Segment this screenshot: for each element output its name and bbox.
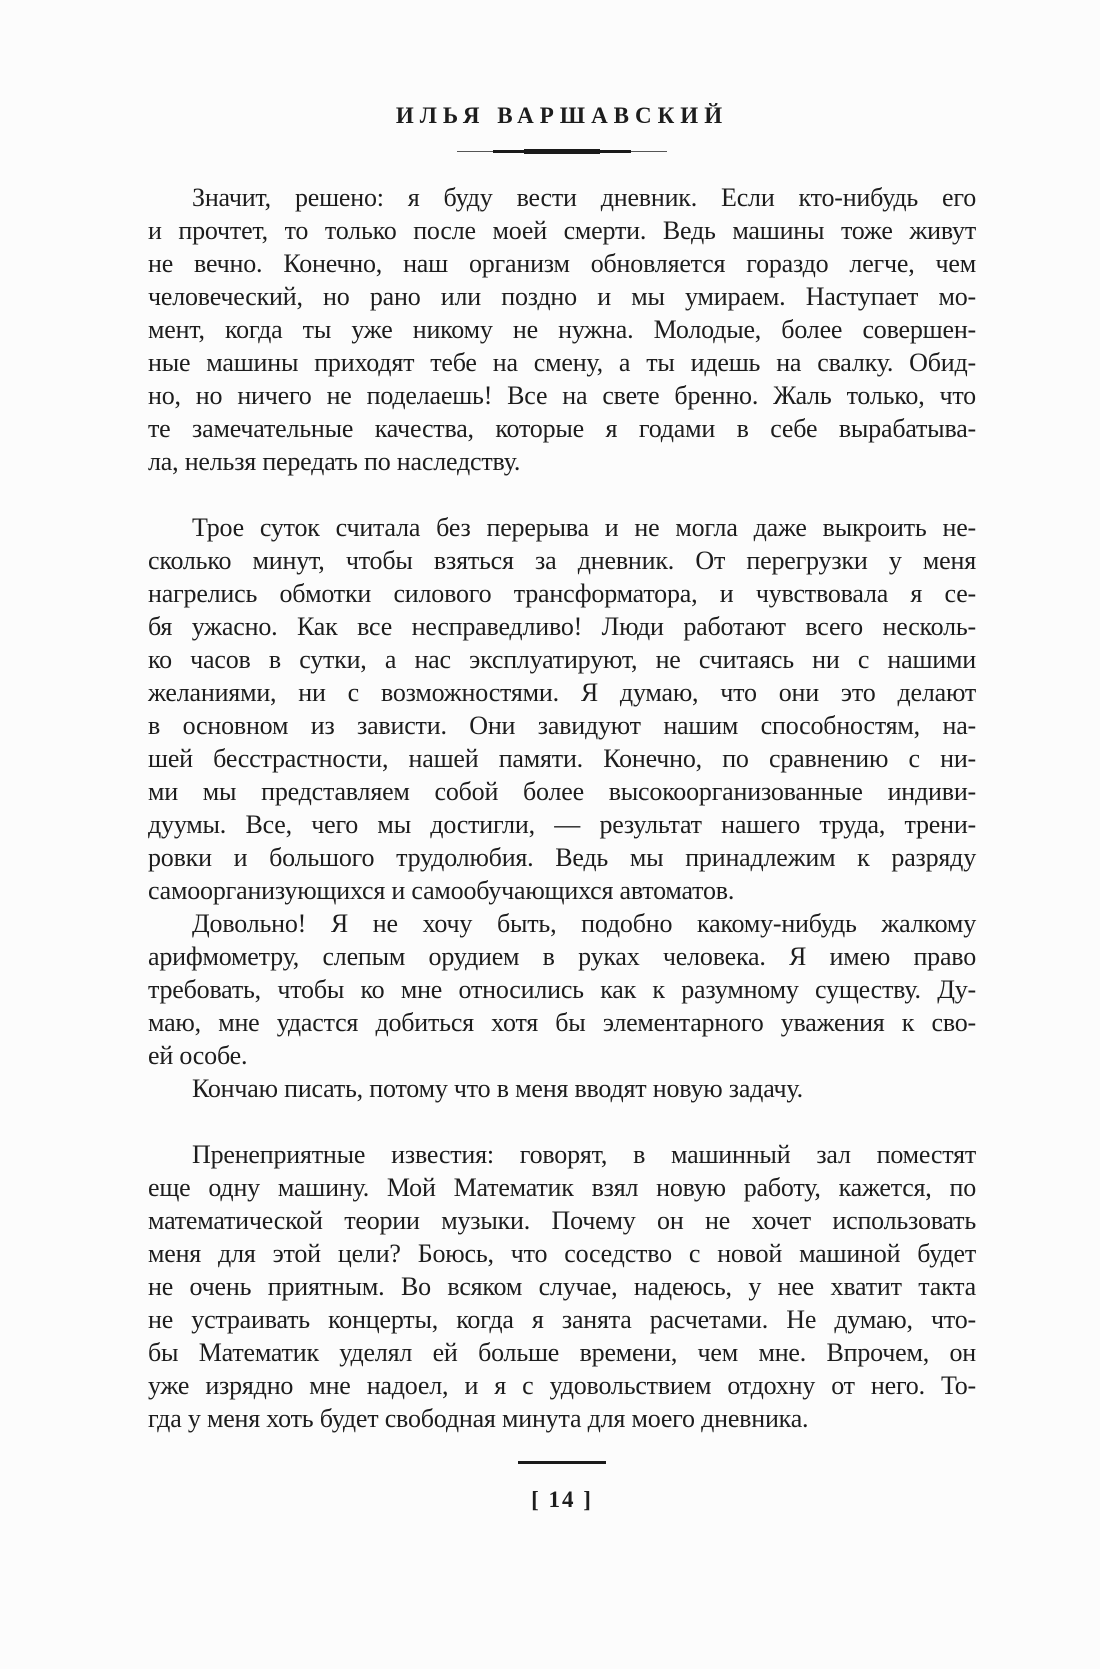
header-divider <box>148 147 976 156</box>
text-line: человеческий, но рано или поздно и мы умираем. Наступает мо- <box>148 282 976 311</box>
text-line: не устраивать концерты, когда я занята расчетами. Не думаю, что- <box>148 1305 976 1334</box>
text-line: ла, нельзя передать по наследству. <box>148 447 521 476</box>
text-line: шей бесстрастности, нашей памяти. Конечно, по сравнению с ни- <box>148 744 976 773</box>
diary-entry-2 <box>148 511 976 1105</box>
text-line: ми мы представляем собой более высокоорганизованные индиви- <box>148 777 976 806</box>
text-line: Значит, решено: я буду вести дневник. Если кто-нибудь его <box>192 183 976 212</box>
text-line: ей особе. <box>148 1041 248 1070</box>
paragraph <box>148 907 976 1072</box>
page-body <box>148 181 976 1435</box>
text-line: гда у меня хоть будет свободная минута для моего дневника. <box>148 1404 809 1433</box>
paragraph <box>148 1138 976 1435</box>
paragraph <box>148 511 976 907</box>
text-line: не вечно. Конечно, наш организм обновляется гораздо легче, чем <box>148 249 976 278</box>
text-line: ные машины приходят тебе на смену, а ты идешь на свалку. Обид- <box>148 348 976 377</box>
text-line: ко часов в сутки, а нас эксплуатируют, не считаясь ни с нашими <box>148 645 976 674</box>
diary-entry-3 <box>148 1138 976 1435</box>
text-line: Кончаю писать, потому что в меня вводят новую задачу. <box>192 1074 803 1103</box>
diary-entry-1 <box>148 181 976 478</box>
text-line: нагрелись обмотки силового трансформатора, и чувствовала я се- <box>148 579 976 608</box>
footer-divider <box>148 1461 976 1464</box>
text-line: математической теории музыки. Почему он не хочет использовать <box>148 1206 976 1235</box>
text-line: самоорганизующихся и самообучающихся автоматов. <box>148 876 735 905</box>
text-line: сколько минут, чтобы взяться за дневник. От перегрузки у меня <box>148 546 976 575</box>
text-line: но, но ничего не поделаешь! Все на свете бренно. Жаль только, что <box>148 381 976 410</box>
text-line: еще одну машину. Мой Математик взял новую работу, кажется, по <box>148 1173 976 1202</box>
text-line: Довольно! Я не хочу быть, подобно какому-нибудь жалкому <box>192 909 976 938</box>
text-line: Пренеприятные известия: говорят, в машинный зал поместят <box>192 1140 976 1169</box>
running-head-author: ИЛЬЯ ВАРШАВСКИЙ <box>395 103 729 128</box>
text-line: не очень приятным. Во всяком случае, надеюсь, у нее хватит такта <box>148 1272 976 1301</box>
paragraph <box>148 1072 976 1105</box>
text-line: бы Математик уделял ей больше времени, чем мне. Впрочем, он <box>148 1338 976 1367</box>
text-line: ровки и большого трудолюбия. Ведь мы принадлежим к разряду <box>148 843 976 872</box>
header-divider-center-bar <box>524 149 600 154</box>
text-line: требовать, чтобы ко мне относились как к разумному существу. Ду- <box>148 975 976 1004</box>
text-line: бя ужасно. Как все несправедливо! Люди работают всего несколь- <box>148 612 976 641</box>
text-line: уже изрядно мне надоел, и я с удовольствием отдохну от него. То- <box>148 1371 976 1400</box>
text-line: те замечательные качества, которые я годами в себе вырабатыва- <box>148 414 976 443</box>
text-line: меня для этой цели? Боюсь, что соседство с новой машиной будет <box>148 1239 976 1268</box>
footer-divider-rule <box>518 1461 606 1464</box>
text-line: желаниями, ни с возможностями. Я думаю, что они это делают <box>148 678 976 707</box>
text-line: в основном из зависти. Они завидуют нашим способностям, на- <box>148 711 976 740</box>
text-line: арифмометру, слепым орудием в руках человека. Я имею право <box>148 942 976 971</box>
page-number: [ 14 ] <box>531 1487 593 1512</box>
text-line: Трое суток считала без перерыва и не могла даже выкроить не- <box>192 513 976 542</box>
text-line: мент, когда ты уже никому не нужна. Молодые, более совершен- <box>148 315 976 344</box>
text-line: маю, мне удастся добиться хотя бы элементарного уважения к сво- <box>148 1008 976 1037</box>
text-line: и прочтет, то только после моей смерти. Ведь машины тоже живут <box>148 216 976 245</box>
text-line: дуумы. Все, чего мы достигли, — результат нашего труда, трени- <box>148 810 976 839</box>
paragraph <box>148 181 976 478</box>
